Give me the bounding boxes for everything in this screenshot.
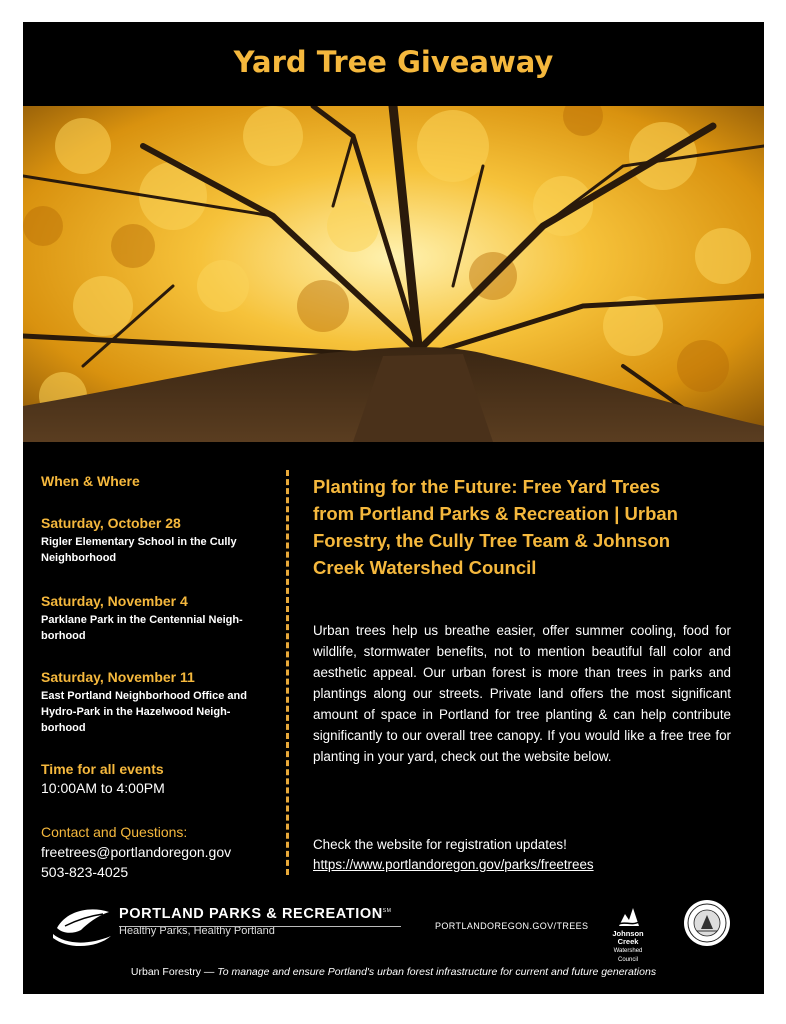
event-time (41, 760, 277, 798)
tree-canopy-photo (23, 106, 764, 442)
ppr-name: PORTLAND PARKS & RECREATION℠ (119, 906, 392, 922)
event-place: Parklane Park in the Centennial Neigh- borhood (41, 614, 243, 642)
time-heading: Time for all events (41, 761, 164, 777)
when-where-sidebar (41, 473, 277, 880)
flyer (23, 22, 764, 994)
contact-email[interactable]: freetrees@portlandoregon.gov (41, 844, 232, 860)
registration-note: Check the website for registration updates! (313, 837, 567, 852)
ppr-rule (119, 926, 401, 927)
section-divider (286, 470, 289, 875)
time-value: 10:00AM to 4:00PM (41, 780, 165, 796)
event-date: Saturday, November 4 (41, 593, 188, 609)
johnson-creek-logo-icon (617, 904, 641, 928)
event-3 (41, 668, 277, 736)
city-seal-icon (683, 899, 731, 947)
site-url[interactable]: PORTLANDOREGON.GOV/TREES (435, 921, 589, 931)
main-content (313, 473, 731, 872)
ppr-leaf-hands-logo-icon (51, 904, 115, 948)
johnson-creek-name: Johnson Creek Watershed Council (612, 929, 644, 963)
contact-heading: Contact and Questions: (41, 824, 188, 840)
body-paragraph: Urban trees help us breathe easier, offer summer cooling, food for wildlife, stormwater benefits, not to mention beautiful fall color and aesthetic appeal. Our urban forest is more than trees in parks and plantings along our streets. Private land offers the most significant amount of space in Portland for tree planting & can help contribute significantly to our overall tree canopy. If you would like a free tree for planting in your yard, check out the website below. (313, 623, 731, 764)
ppr-wordmark (119, 906, 391, 937)
event-1 (41, 514, 277, 566)
when-where-heading: When & Where (41, 473, 140, 489)
event-date: Saturday, October 28 (41, 515, 181, 531)
contact-block (41, 822, 277, 882)
page-title: Yard Tree Giveaway (233, 45, 554, 79)
event-date: Saturday, November 11 (41, 669, 195, 685)
headline: Planting for the Future: Free Yard Trees from Portland Parks & Recreation | Urban Forestry, the Cully Tree Team & Johnson Creek Watershed Council (313, 476, 678, 578)
footer-logos (23, 894, 764, 964)
ppr-tagline: Healthy Parks, Healthy Portland (119, 925, 275, 937)
freetrees-link[interactable]: https://www.portlandoregon.gov/parks/freetrees (313, 857, 594, 872)
event-place: East Portland Neighborhood Office and Hydro-Park in the Hazelwood Neigh- borhood (41, 690, 247, 734)
mission-statement: Urban Forestry — To manage and ensure Portland's urban forest infrastructure for current and future generations (130, 966, 657, 978)
event-2 (41, 592, 277, 644)
event-place: Rigler Elementary School in the Cully Neighborhood (41, 536, 237, 564)
contact-phone: 503-823-4025 (41, 864, 129, 880)
